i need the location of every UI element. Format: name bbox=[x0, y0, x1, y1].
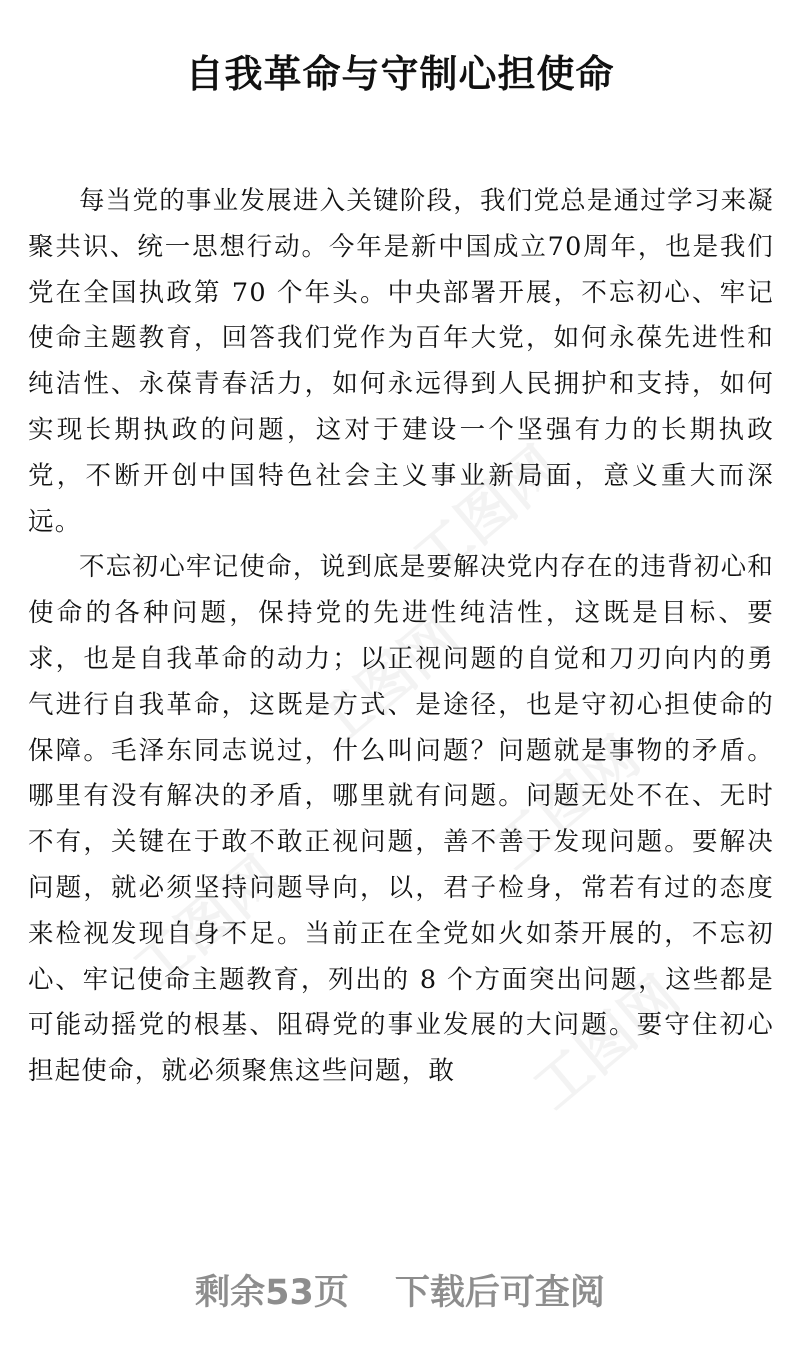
document-body bbox=[28, 179, 774, 1095]
paragraph: 不忘初心牢记使命，说到底是要解决党内存在的违背初心和使命的各种问题，保持党的先进性纯洁性，这既是目标、要求，也是自我革命的动力；以正视问题的自觉和刀刃向内的勇气进行自我革命，这既是方式、是途径，也是守初心担使命的保障。毛泽东同志说过，什么叫问题？问题就是事物的矛盾。哪里有没有解决的矛盾，哪里就有问题。问题无处不在、无时不有，关键在于敢不敢正视问题，善不善于发现问题。要解决问题，就必须坚持问题导向，以，君子检身，常若有过的态度来检视发现自身不足。当前正在全党如火如荼开展的，不忘初心、牢记使命主题教育，列出的 8 个方面突出问题，这些都是可能动摇党的根基、阻碍党的事业发展的大问题。要守住初心担起使命，就必须聚焦这些问题，敢 bbox=[28, 552, 774, 1087]
download-banner[interactable] bbox=[0, 1268, 800, 1318]
watermark: 工图网 bbox=[121, 844, 293, 1003]
remaining-pages-label: 剩余53页 bbox=[195, 1273, 349, 1313]
watermark: 工图网 bbox=[481, 724, 653, 883]
download-hint-label: 下载后可查阅 bbox=[394, 1273, 605, 1313]
watermark: 工图网 bbox=[521, 964, 693, 1123]
document-title: 自我革命与守制心担使命 bbox=[185, 52, 615, 96]
watermark: 工图网 bbox=[301, 604, 473, 763]
watermark: 工图网 bbox=[401, 434, 573, 593]
paragraph: 每当党的事业发展进入关键阶段，我们党总是通过学习来凝聚共识、统一思想行动。今年是新中国成立70周年，也是我们党在全国执政第 70 个年头。中央部署开展，不忘初心、牢记使命主题教育，回答我们党作为百年大党，如何永葆先进性和纯洁性、永葆青春活力，如何永远得到人民拥护和支持，如何实现长期执政的问题，这对于建设一个坚强有力的长期执政党，不断开创中国特色社会主义事业新局面，意义重大而深远。 bbox=[28, 186, 774, 537]
